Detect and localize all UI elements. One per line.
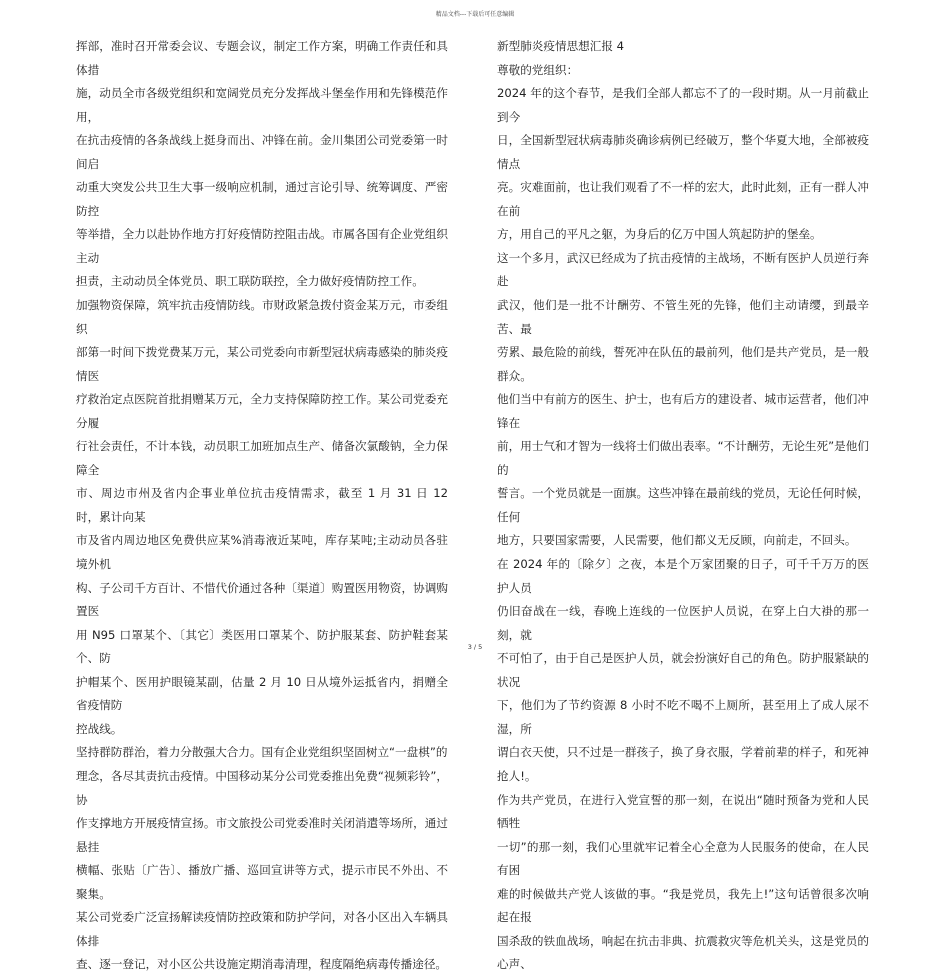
text-line: 在 2024 年的〔除夕〕之夜，本是个万家团聚的日子，可千千万万的医护人员 [497,557,869,595]
text-line: 疗救治定点医院首批捐赠某万元，全力支持保障防控工作。某公司党委充分履 [76,392,448,430]
text-line: 尊敬的党组织： [497,62,579,77]
text-line: 查、逐一登记，对小区公共设施定期消毒清理，程度隔绝病毒传播途径。 [76,957,448,972]
text-line: 国杀敌的铁血战场，响起在抗击非典、抗震救灾等危机关头，这是党员的心声、 [497,933,869,972]
text-line: 前，用士气和才智为一线将士们做出表率。“不计酬劳，无论生死”是他们的 [497,439,869,477]
text-line: 劳累、最危险的前线，誓死冲在队伍的最前列，他们是共产党员，是一般群众。 [497,345,869,383]
text-line: 这一个多月，武汉已经成为了抗击疫情的主战场，不断有医护人员逆行奔赴 [497,250,869,289]
page-indicator: 3 / 5 [467,643,483,651]
page-header: 精品文档---下载后可任意编辑 [435,11,515,18]
text-line: 亮。灾难面前，也让我们观看了不一样的宏大，此时此刻，正有一群人冲在前 [497,180,869,218]
text-line: 行社会责任，不计本钱，动员职工加班加点生产、储备次氯酸钠，全力保障全 [76,439,448,477]
text-line: 挥部，准时召开常委会议、专题会议，制定工作方案，明确工作责任和具体措 [76,39,448,77]
text-line: 市、周边市州及省内企事业单位抗击疫情需求，截至 1 月 31 日 12 时，累计向某 [76,486,448,524]
text-line: 用 N95 口罩某个、〔其它〕类医用口罩某个、防护服某套、防护鞋套某个、防 [76,627,448,666]
text-line: 日，全国新型冠状病毒肺炎确诊病例已经破万，整个华夏大地，全部被疫情点 [497,133,869,171]
text-line: 横幅、张贴〔广告〕、播放广播、巡回宣讲等方式，提示市民不外出、不聚集。 [76,863,448,901]
text-line: 仍旧奋战在一线，春晚上连线的一位医护人员说，在穿上白大褂的那一刻，就 [497,604,869,642]
text-line: 动重大突发公共卫生大事一级响应机制，通过言论引导、统筹调度、严密防控 [76,180,448,218]
text-line: 加强物资保障，筑牢抗击疫情防线。市财政紧急拨付资金某万元，市委组织 [76,298,448,336]
text-line: 地方，只要国家需要，人民需要，他们都义无反顾，向前走，不回头。 [497,533,857,548]
right-text-column [497,35,869,977]
text-line: 施，动员全市各级党组织和宽阔党员充分发挥战斗堡垒作用和先锋模范作用， [76,86,448,124]
text-line: 谓白衣天使，只不过是一群孩子，换了身衣服，学着前辈的样子，和死神抢人!。 [497,745,869,783]
text-line: 一切”的那一刻，我们心里就牢记着全心全意为人民服务的使命，在人民有困 [497,839,869,878]
text-line: 坚持群防群治，着力分散强大合力。国有企业党组织坚固树立“一盘棋”的 [76,745,448,760]
text-line: 作支撑地方开展疫情宣扬。市文旅投公司党委准时关闭消遣等场所，通过悬挂 [76,816,448,854]
text-line: 不可怕了，由于自己是医护人员，就会扮演好自己的角色。防护服紧缺的状况 [497,651,869,689]
text-line: 在抗击疫情的各条战线上挺身而出、冲锋在前。金川集团公司党委第一时间启 [76,133,448,171]
left-text-column [76,35,448,977]
text-line: 部第一时间下拨党费某万元，某公司党委向市新型冠状病毒感染的肺炎疫情医 [76,345,448,383]
text-line: 护帽某个、医用护眼镜某副，估量 2 月 10 日从境外运抵省内，捐赠全省疫情防 [76,674,448,713]
text-line: 他们当中有前方的医生、护士，也有后方的建设者、城市运营者，他们冲锋在 [497,392,869,430]
text-line: 作为共产党员，在进行入党宣誓的那一刻，在说出“随时预备为党和人民牺牲 [497,792,869,831]
text-line: 武汉，他们是一批不计酬劳、不管生死的先锋，他们主动请缨，到最辛苦、最 [497,298,869,336]
text-line: 下，他们为了节约资源 8 小时不吃不喝不上厕所，甚至用上了成人尿不湿，所 [497,698,869,736]
text-line: 难的时候做共产党人该做的事。“我是党员，我先上!”这句话曾很多次响起在报 [497,886,869,925]
text-line: 2024 年的这个春节，是我们全部人都忘不了的一段时期。从一月前截止到今 [497,86,869,124]
text-line: 控战线。 [76,721,123,736]
text-line: 构、子公司千方百计、不惜代价通过各种〔渠道〕购置医用物资，协调购置医 [76,580,448,619]
text-line: 方，用自己的平凡之躯，为身后的亿万中国人筑起防护的堡垒。 [497,227,822,242]
text-line: 市及省内周边地区免费供应某%消毒液近某吨，库存某吨;主动动员各驻境外机 [76,533,448,572]
text-line: 理念，各尽其责抗击疫情。中国移动某分公司党委推出免费“视频彩铃”，协 [76,768,448,807]
text-line: 誓言。一个党员就是一面旗。这些冲锋在最前线的党员，无论任何时候，任何 [497,486,869,524]
text-line: 新型肺炎疫情思想汇报 4 [497,39,624,53]
text-line: 某公司党委广泛宣扬解读疫情防控政策和防护学问，对各小区出入车辆具体排 [76,910,448,948]
text-line: 等举措，全力以赴协作地方打好疫情防控阻击战。市属各国有企业党组织主动 [76,227,448,265]
text-line: 担责，主动动员全体党员、职工联防联控，全力做好疫情防控工作。 [76,274,424,289]
